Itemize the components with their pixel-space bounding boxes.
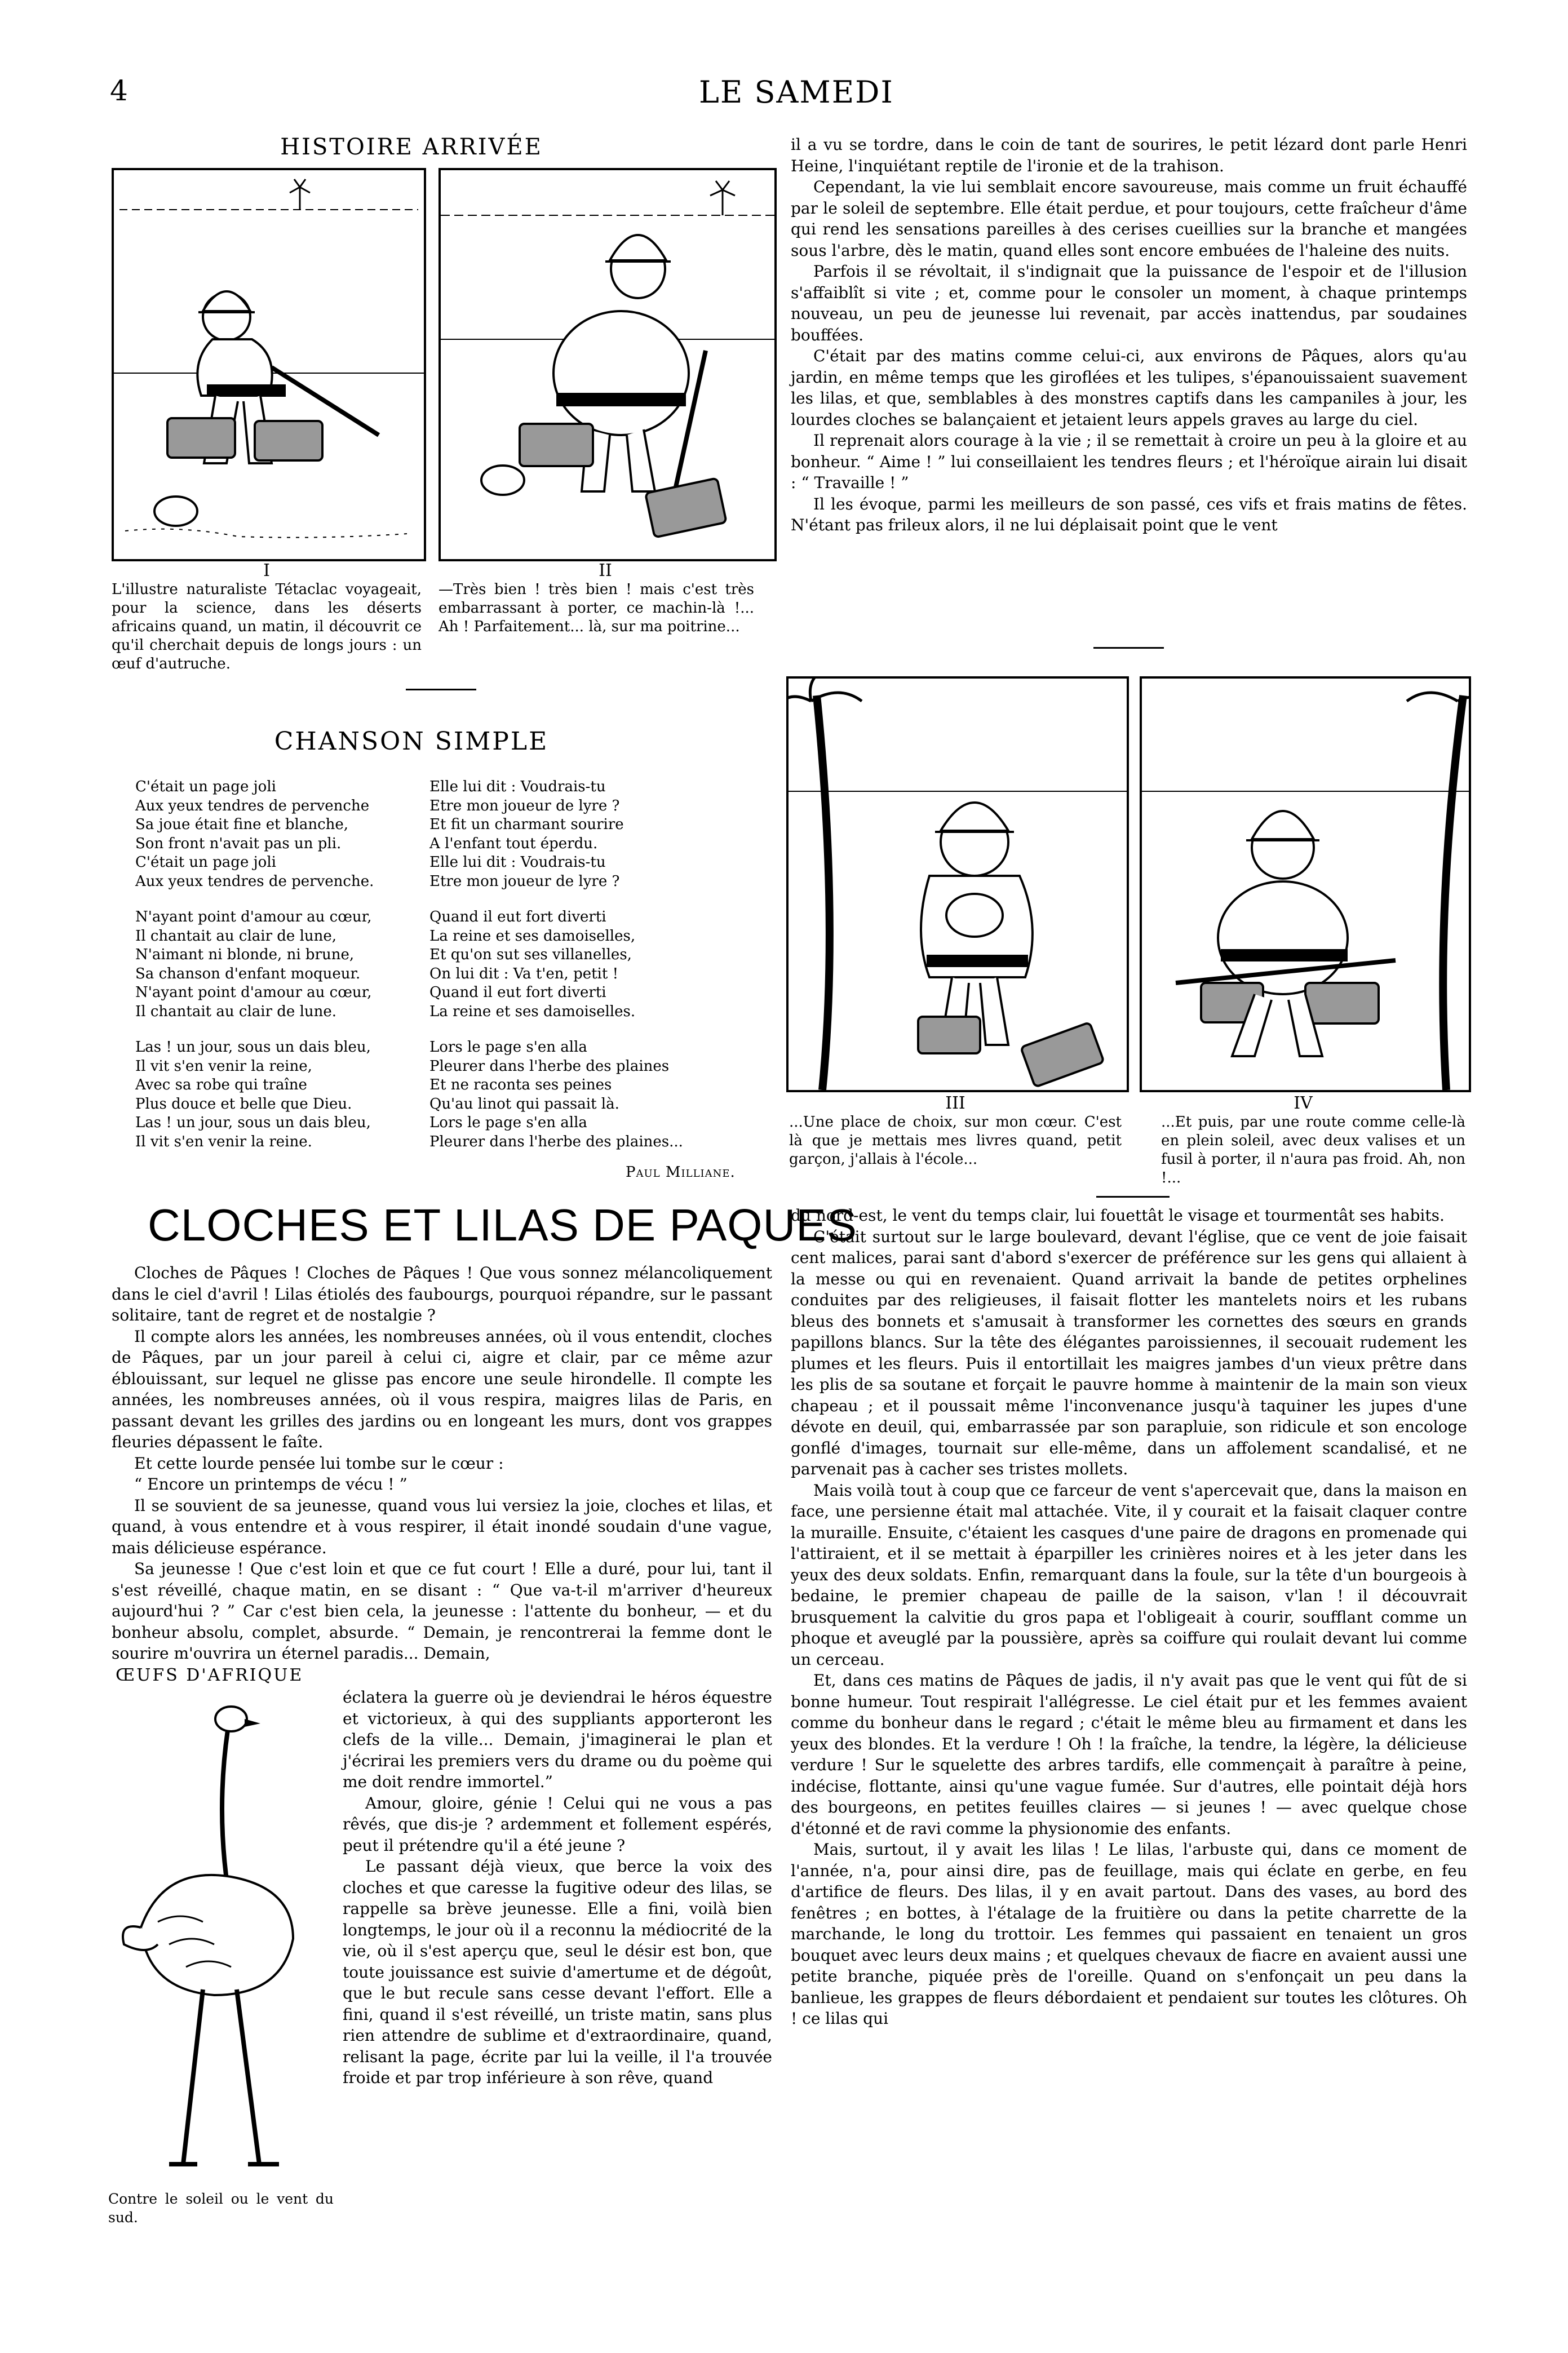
poem-line: Il vit s'en venir la reine, [135,1057,312,1075]
divider [1093,647,1164,649]
poem-line: Et qu'on sut ses villanelles, [429,946,632,963]
paragraph: C'était par des matins comme celui-ci, aux environs de Pâques, alors qu'au jardin, en même temps que les giroflées et les tulipes, s'épanouissaient suavement les lilas, et que, semblables à des monstres captifs dans les campaniles à jour, les lourdes cloches se balançaient et jetaient leurs appels graves au large du ciel. [791,347,1467,429]
paragraph: Mais, surtout, il y avait les lilas ! Le lilas, l'arbuste qui, dans ce moment de l'année, n'a, pour ainsi dire, pas de feuillage, mais qui éclate en gerbe, en feu d'artifice de fleurs. Des lilas, il y en avait partout. Dans des vases, au bord des fenêtres ; en bottes, à l'étalage de la fruitière ou dans la petite charrette de la marchande, le long du trottoir. Les femmes qui passaient en tenaient un gros bouquet avec leurs deux mains ; et quelques chevaux de fiacre en avaient aussi une petite branche, piquée près de l'oreille. Quand on s'enfonçait un peu dans la banlieue, les grappes de fleurs débordaient et pendaient sur toutes les clôtures. Oh ! ce lilas qui [791,1840,1467,2028]
poem-line: Las ! un jour, sous un dais bleu, [135,1114,371,1131]
poem-line: Plus douce et belle que Dieu. [135,1095,352,1113]
poem-line: Elle lui dit : Voudrais-tu [429,778,606,795]
poem-line: Quand il eut fort diverti [429,909,606,925]
poem-line: Pleurer dans l'herbe des plaines [429,1057,670,1075]
poem-line: C'était un page joli [135,854,276,871]
paragraph: Il les évoque, parmi les meilleurs de son passé, ces vifs et frais matins de fêtes. N'étant pas frileux alors, il ne lui déplaisait point que le vent [791,494,1467,534]
oeufs-title: ŒUFS D'AFRIQUE [116,1665,304,1685]
panel-4-caption: ...Et puis, par une route comme celle-là en plein soleil, avec deux valises et un fusil à porter, il n'aura pas froid. Ah, non !... [1161,1114,1465,1186]
poem-line: Etre mon joueur de lyre ? [429,872,620,890]
poem-left-column [135,778,400,1168]
poem-line: Elle lui dit : Voudrais-tu [429,854,606,871]
paragraph: Amour, gloire, génie ! Celui qui ne vous a pas rêvés, que dis-je ? ardemment et follement espérés, peut il prétendre qu'il a été jeune ? [343,1793,772,1855]
comic-panel-2 [438,168,777,561]
paragraph: Sa jeunesse ! Que c'est loin et que ce fut court ! Elle a duré, pour lui, tant il s'est réveillé, chaque matin, en se disant : “ Que va-t-il m'arriver d'heureux aujourd'hui ? ” Car c'est bien cela, la jeunesse : l'attente du bonheur, — et du bonheur absolu, complet, absurde. “ Demain, je rencontrerai la femme dont le sourire m'ouvrira un éternel paradis... Demain, [112,1559,772,1663]
poem-line: Et fit un charmant sourire [429,816,624,833]
poem-line: Il chantait au clair de lune, [135,927,337,945]
panel-1-caption: L'illustre naturaliste Tétaclac voyageait, pour la science, dans les déserts africains quand, un matin, il découvrit ce qu'il cherchait depuis de longs jours : un œuf d'autruche. [112,581,422,672]
page-number: 4 [110,74,128,107]
explorer-holds-egg-illustration [441,170,774,559]
panel-2-number: II [599,561,612,581]
poem-line: La reine et ses damoiselles. [429,1003,636,1020]
explorer-egg-on-heart-illustration [789,679,1127,1090]
article-title: CLOCHES ET LILAS DE PAQUES [148,1200,858,1250]
paragraph: Cloches de Pâques ! Cloches de Pâques ! Que vous sonnez mélancoliquement dans le ciel d'avril ! Lilas étiolés des faubourgs, pourquoi répandre, sur le passant solitaire, tant de regret et de nostalgie ? [112,1264,772,1324]
panel-2-caption: —Très bien ! très bien ! mais c'est très embarrassant à porter, ce machin-là !... Ah ! Parfaitement... là, sur ma poitrine... [438,581,754,635]
comic-panel-3 [786,676,1129,1092]
poem-line: Lors le page s'en alla [429,1114,587,1131]
comic-panel-1 [112,168,426,561]
poem-stanza [429,908,745,1021]
panel-1-number: I [263,561,270,581]
divider [1096,1196,1170,1198]
article-wrap-column [343,1687,772,2089]
poem-stanza [135,908,400,1021]
explorer-walking-illustration [1142,679,1469,1090]
oeufs-caption: Contre le soleil ou le vent du sud. [108,2191,334,2226]
poem-line: N'ayant point d'amour au cœur, [135,909,372,925]
poem-line: Las ! un jour, sous un dais bleu, [135,1039,371,1056]
ostrich-illustration-frame [107,1696,327,2187]
poem-line: Aux yeux tendres de pervenche. [135,872,374,890]
paragraph: Il compte alors les années, les nombreuses années, où il vous entendit, cloches de Pâques, par un jour pareil à celui ci, aigre et clair, par ce même azur éblouissant, sur lequel ne glisse pas encore une seule hirondelle. Il compte les années, les nombreuses années, où il vous respira, maigres lilas de Paris, en passant devant les grilles des jardins ou en longeant les murs, dont vos grappes fleuries dépassent le faîte. [112,1327,772,1451]
comic-panel-4 [1140,676,1471,1092]
panel-3-number: III [945,1093,965,1113]
poem-line: N'aimant ni blonde, ni brune, [135,946,355,963]
paragraph: Cependant, la vie lui semblait encore savoureuse, mais comme un fruit échauffé par le soleil de septembre. Elle était perdue, et pour toujours, cette fraîcheur d'âme qui rend les sensations pareilles à des cerises cueillies sur la branche et mangées sous l'arbre, dès le matin, quand elles sont encore embuées de l'haleine des nuits. [791,178,1467,260]
paragraph: Mais voilà tout à coup que ce farceur de vent s'apercevait que, dans la maison en face, une persienne était mal attachée. Vite, il y courait et la faisait claquer contre la muraille. Ensuite, c'étaient les casques d'une paire de dragons en promenade qui l'attiraient, et il se mettait à éparpiller les crinières noires et à les jeter dans les yeux des deux soldats. Enfin, remarquant dans la foule, sur la tête d'un bourgeois à bedaine, le premier chapeau de paille de la saison, v'lan ! il découvrait brusquement la calvitie du gros papa et l'obligeait à courir, soufflant comme un phoque et aveuglé par la poussière, après sa coiffure qui roulait devant lui comme un cerceau. [791,1481,1467,1669]
poem-stanza [135,778,400,891]
poem-stanza [429,778,745,891]
article-intro [112,1262,772,1664]
divider [406,689,476,690]
paragraph: Le passant déjà vieux, que berce la voix des cloches et que caresse la fugitive odeur des lilas, se rappelle sa brève jeunesse. Elle a fini, voilà bien longtemps, le jour où il a reconnu la médiocrité de la vie, où il s'est aperçu que, seul le désir est bon, que toute jouissance est suivie d'amertume et de dégoût, que le but recule sans cesse devant l'effort. Elle a fini, quand il s'est réveillé, un triste matin, sans plus rien attendre de sublime et d'extraordinaire, quand, relisant la page, écrite par lui la veille, il l'a trouvée froide et par trop inférieure à son rêve, quand [343,1857,772,2087]
poem-stanza [429,1038,745,1151]
poem-signature: Paul Milliane. [626,1164,736,1181]
poem-line: Sa joue était fine et blanche, [135,816,349,833]
paragraph: Parfois il se révoltait, il s'indignait que la puissance de l'espoir et de l'illusion s'affaiblît si vite ; et, comme pour le consoler un moment, à chaque printemps nouveau, un peu de jeunesse lui revenait, par accès inattendus, par soudaines bouffées. [791,262,1467,344]
story-continuation-top [791,134,1467,536]
poem-line: Sa chanson d'enfant moqueur. [135,965,361,982]
poem-line: A l'enfant tout éperdu. [429,835,598,852]
panel-4-number: IV [1294,1093,1313,1113]
paragraph: “ Encore un printemps de vécu ! ” [134,1475,407,1494]
poem-stanza [135,1038,400,1151]
explorer-finds-egg-illustration [114,170,424,559]
poem-line: Son front n'avait pas un pli. [135,835,342,852]
poem-right-column [429,778,745,1168]
paragraph: éclatera la guerre où je deviendrai le héros équestre et victorieux, à qui des suppliants apporteront les clefs de la ville... Demain, j'imaginerai le plan et j'écrirai les premiers vers du drame ou du poème qui me doit rendre immortel.” [343,1688,772,1791]
paragraph: Il reprenait alors courage à la vie ; il se remettait à croire un peu à la gloire et au bonheur. “ Aime ! ” lui conseillaient les tendres fleurs ; et l'héroïque airain lui disait : “ Travaille ! ” [791,431,1467,492]
masthead: LE SAMEDI [699,74,894,110]
poem-line: Aux yeux tendres de pervenche [135,797,370,814]
article-right-column [791,1205,1467,2029]
poem-line: Quand il eut fort diverti [429,984,606,1001]
poem-line: Il chantait au clair de lune. [135,1003,337,1020]
poem-line: Il vit s'en venir la reine. [135,1133,312,1150]
paragraph: Et, dans ces matins de Pâques de jadis, il n'y avait pas que le vent qui fût de si bonne humeur. Tout respirait l'allégresse. Le ciel était pur et les femmes avaient comme du bonheur dans le regard ; c'était le même bleu au firmament et dans les yeux des blondes. Et la verdure ! Oh ! la fraîche, la tendre, la légère, la délicieuse verdure ! Sur le squelette des arbres tardifs, elle commençait à paraître à peine, indécise, flottante, ainsi qu'une vague fumée. Sur d'autres, elle pointait déjà hors des bourgeons, en petites feuilles claires — si jeunes ! — avec quelque chose d'étonné et de ravi comme la physionomie des enfants. [791,1671,1467,1838]
paragraph: Il se souvient de sa jeunesse, quand vous lui versiez la joie, cloches et lilas, et quand, à vous entendre et à vous respirer, il était inondé soudain d'une vague, mais délicieuse espérance. [112,1496,772,1557]
poem-line: Qu'au linot qui passait là. [429,1095,619,1113]
histoire-title: HISTOIRE ARRIVÉE [280,134,543,160]
poem-line: N'ayant point d'amour au cœur, [135,984,372,1001]
paragraph: il a vu se tordre, dans le coin de tant de sourires, le petit lézard dont parle Henri Heine, l'inquiétant reptile de l'ironie et de la trahison. [791,135,1467,175]
poem-line: Etre mon joueur de lyre ? [429,797,620,814]
poem-line: Et ne raconta ses peines [429,1076,612,1093]
chanson-title: CHANSON SIMPLE [274,727,549,756]
poem-line: La reine et ses damoiselles, [429,927,636,945]
poem-line: Pleurer dans l'herbe des plaines... [429,1133,683,1150]
ostrich-illustration [107,1696,327,2187]
poem-line: Avec sa robe qui traîne [135,1076,307,1093]
panel-3-caption: ...Une place de choix, sur mon cœur. C'est là que je mettais mes livres quand, petit garçon, j'allais à l'école... [789,1114,1122,1168]
paragraph: du nord-est, le vent du temps clair, lui fouettât le visage et tourmentât ses habits. [791,1206,1445,1225]
paragraph: Et cette lourde pensée lui tombe sur le cœur : [134,1454,504,1473]
paragraph: C'était surtout sur le large boulevard, devant l'église, que ce vent de joie faisait cent malices, parai sant d'abord s'exercer de préférence sur les gens qui allaient à la messe ou qui en revenaient. Quand arrivait la bande de petites orphelines conduites par des religieuses, il faisait flotter les mantelets noirs et les rubans bleus des bonnets et s'amusait à transformer les cornettes des sœurs en grands papillons blancs. Sur la tête des élégantes paroissiennes, il secouait rudement les plumes et les fleurs. Puis il entortillait les maigres jambes d'un vieux prêtre dans les plis de sa soutane et forçait le pauvre homme à maintenir de la main son vieux chapeau ; et il poussait même l'inconvenance jusqu'à taquiner les jupes d'une dévote en deuil, qui, embarrassée par son parapluie, son ridicule et son encologe gonflé d'images, tournait sur elle-même, dans un affolement scandalisé, et ne parvenait pas à cacher ses tristes mollets. [791,1227,1467,1478]
poem-line: On lui dit : Va t'en, petit ! [429,965,619,982]
poem-line: Lors le page s'en alla [429,1039,587,1056]
poem-line: C'était un page joli [135,778,276,795]
